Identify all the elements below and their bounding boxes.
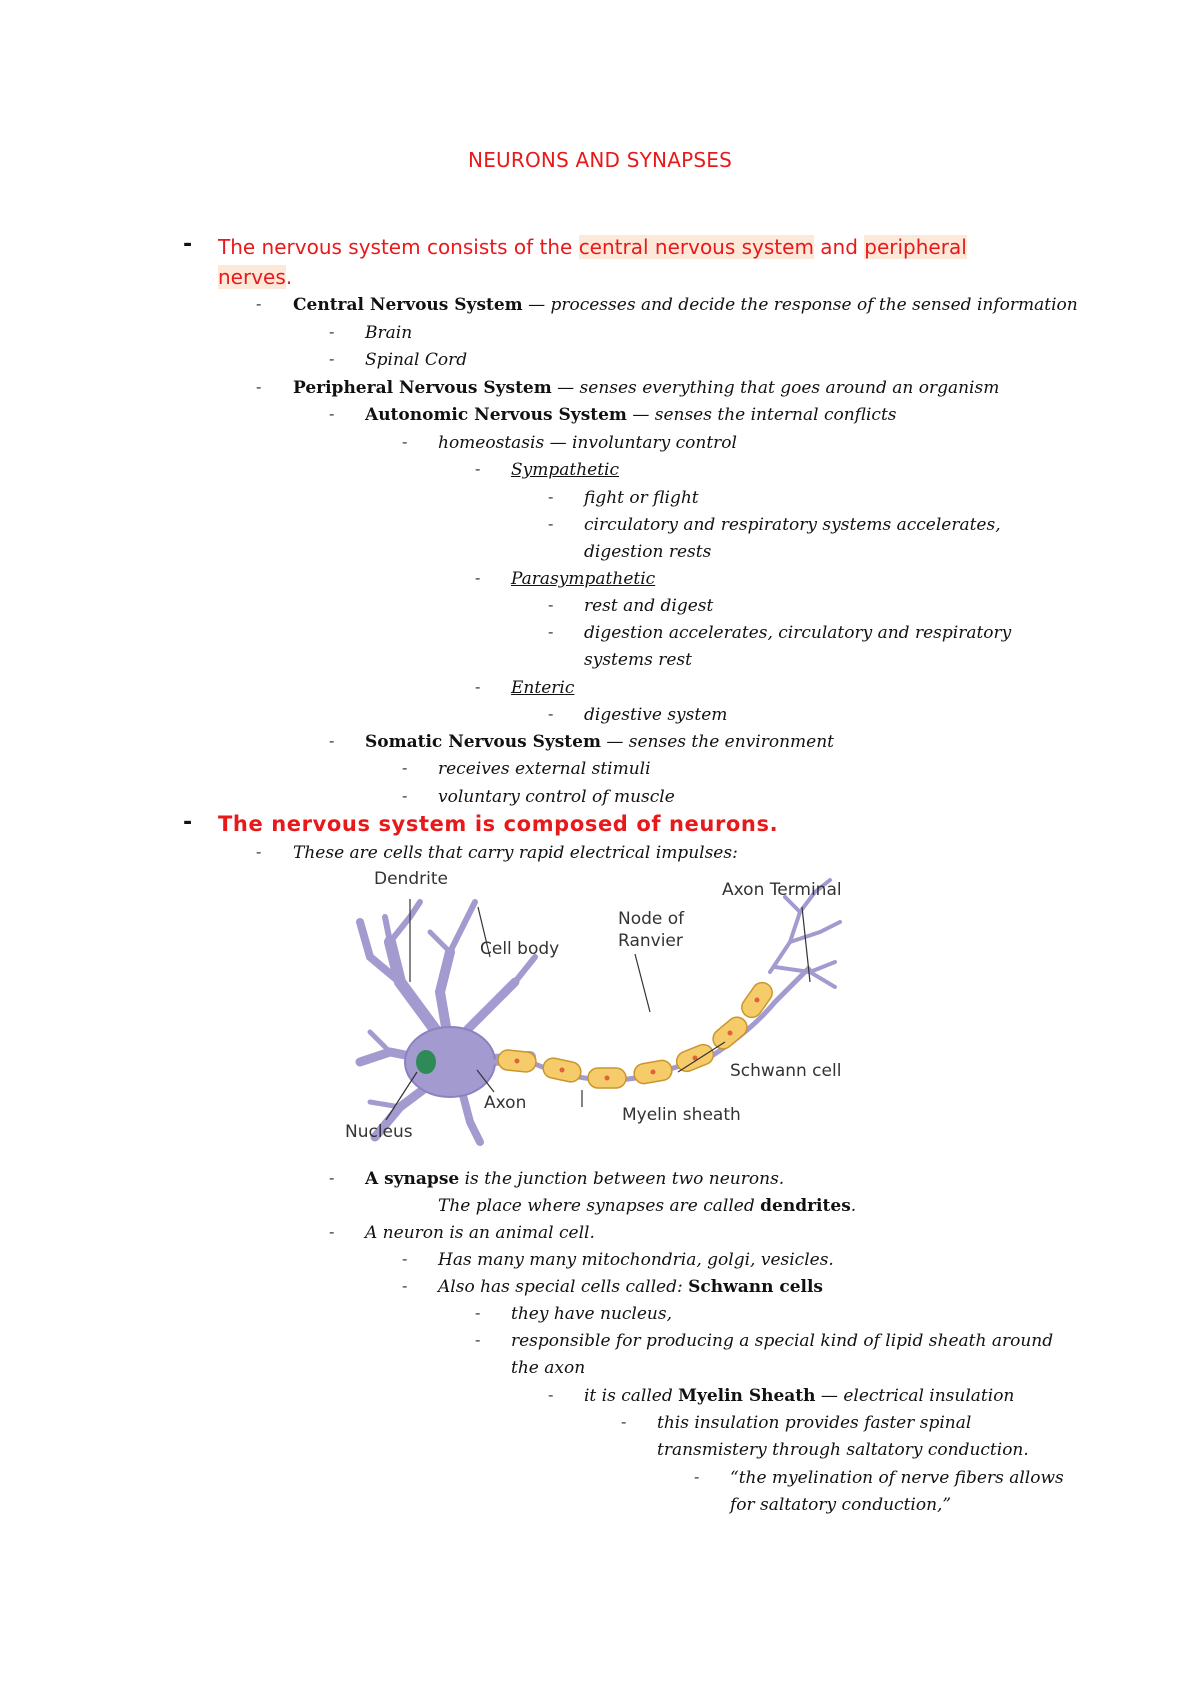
sympathetic-label: Sympathetic: [511, 460, 620, 480]
list-dash: -: [402, 786, 408, 805]
cns-item-brain: Brain: [365, 323, 413, 343]
list-dash: -: [329, 322, 335, 341]
page-title: NEURONS AND SYNAPSES: [468, 148, 732, 172]
schwann-item: the axon: [511, 1358, 586, 1378]
cns-item-spinal-cord: Spinal Cord: [365, 350, 468, 370]
list-dash: -: [256, 294, 262, 313]
list-dash: -: [694, 1467, 700, 1486]
list-dash: -: [548, 704, 554, 723]
list-dash: -: [548, 595, 554, 614]
parasympathetic-label: Parasympathetic: [511, 569, 656, 589]
homeostasis-line: homeostasis — involuntary control: [438, 433, 737, 453]
organelles-line: Has many many mitochondria, golgi, vesicles.: [438, 1250, 834, 1270]
schwann-item: responsible for producing a special kind of lipid sheath around: [511, 1331, 1054, 1351]
bullet2-line: The nervous system is composed of neurons.: [218, 812, 779, 836]
enteric-label: Enteric: [511, 678, 575, 698]
list-dash: -: [548, 1385, 554, 1404]
insulation-line: transmistery through saltatory conduction.: [657, 1440, 1029, 1460]
myelin-line: it is called Myelin Sheath — electrical insulation: [584, 1386, 1015, 1406]
list-dash: -: [256, 377, 262, 396]
list-dash: -: [402, 1249, 408, 1268]
cells-line: These are cells that carry rapid electrical impulses:: [293, 843, 738, 863]
list-dash: -: [475, 1330, 481, 1349]
list-dash: -: [402, 758, 408, 777]
quote-line: for saltatory conduction,”: [730, 1495, 952, 1515]
list-dash: -: [548, 514, 554, 533]
bullet-dash: -: [183, 810, 193, 835]
list-dash: -: [402, 1276, 408, 1295]
sympathetic-item: circulatory and respiratory systems accelerates,: [584, 515, 1001, 535]
somatic-line: Somatic Nervous System — senses the environment: [365, 732, 834, 752]
sympathetic-item: fight or flight: [584, 488, 699, 508]
synapse-line: A synapse is the junction between two neurons.: [365, 1169, 785, 1189]
label-axon-terminal: Axon Terminal: [722, 880, 842, 900]
sympathetic-item: digestion rests: [584, 542, 712, 562]
synapse-line-2: The place where synapses are called dendrites.: [438, 1196, 857, 1216]
list-dash: -: [475, 1303, 481, 1322]
schwann-line: Also has special cells called: Schwann cells: [438, 1277, 824, 1297]
list-dash: -: [621, 1412, 627, 1431]
label-node-of: Node of: [618, 909, 685, 929]
neuron-cell-line: A neuron is an animal cell.: [365, 1223, 595, 1243]
list-dash: -: [329, 731, 335, 750]
list-dash: -: [475, 459, 481, 478]
nucleus-shape: [416, 1050, 436, 1074]
parasympathetic-item: rest and digest: [584, 596, 714, 616]
insulation-line: this insulation provides faster spinal: [657, 1413, 972, 1433]
somatic-item: receives external stimuli: [438, 759, 651, 779]
parasympathetic-item: systems rest: [584, 650, 692, 670]
list-dash: -: [329, 1168, 335, 1187]
schwann-item: they have nucleus,: [511, 1304, 672, 1324]
list-dash: -: [548, 487, 554, 506]
list-dash: -: [329, 349, 335, 368]
list-dash: -: [329, 404, 335, 423]
bullet-dash: -: [183, 232, 193, 257]
label-cell-body: Cell body: [480, 939, 560, 959]
list-dash: -: [402, 432, 408, 451]
bullet1-line2: nerves.: [218, 265, 293, 289]
pns-line: Peripheral Nervous System — senses everything that goes around an organism: [293, 378, 1000, 398]
parasympathetic-item: digestion accelerates, circulatory and respiratory: [584, 623, 1012, 643]
list-dash: -: [548, 622, 554, 641]
label-dendrite: Dendrite: [374, 869, 448, 889]
cns-line: Central Nervous System — processes and decide the response of the sensed information: [293, 295, 1078, 315]
ans-line: Autonomic Nervous System — senses the internal conflicts: [365, 405, 897, 425]
enteric-item: digestive system: [584, 705, 728, 725]
somatic-item: voluntary control of muscle: [438, 787, 675, 807]
bullet1-line1: The nervous system consists of the central nervous system and peripheral: [218, 235, 967, 259]
quote-line: “the myelination of nerve fibers allows: [730, 1468, 1064, 1488]
label-axon: Axon: [484, 1093, 527, 1113]
label-myelin-sheath: Myelin sheath: [622, 1105, 741, 1125]
list-dash: -: [475, 568, 481, 587]
label-ranvier: Ranvier: [618, 931, 683, 951]
label-nucleus: Nucleus: [345, 1122, 413, 1142]
neuron-diagram: [330, 862, 870, 1147]
list-dash: -: [329, 1222, 335, 1241]
label-schwann-cell: Schwann cell: [730, 1061, 842, 1081]
list-dash: -: [475, 677, 481, 696]
list-dash: -: [256, 842, 262, 861]
